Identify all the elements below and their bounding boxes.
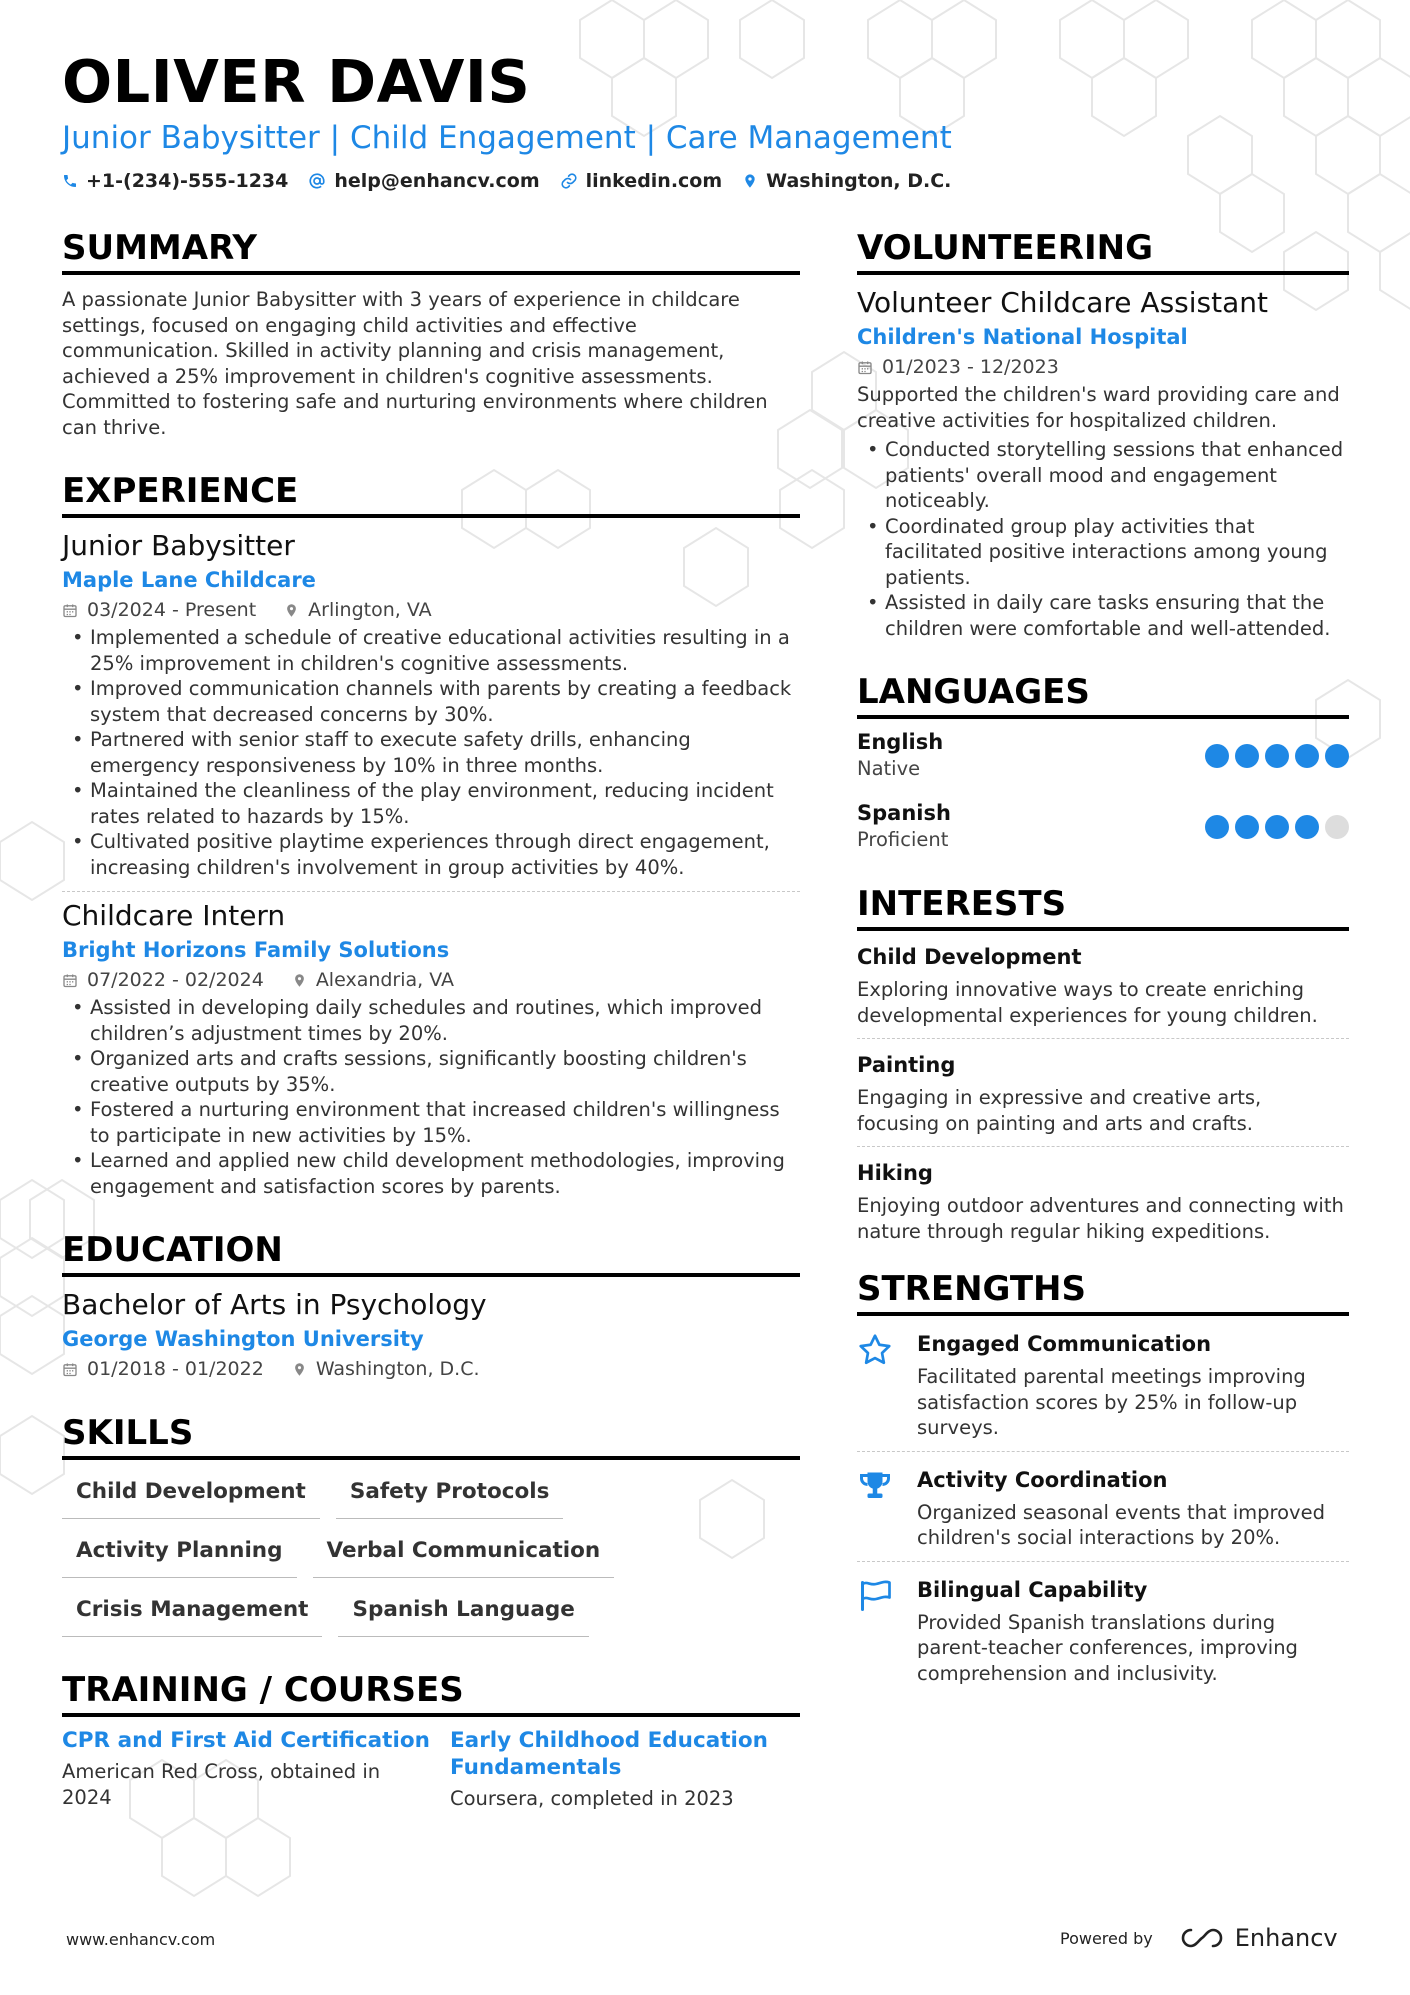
at-sign-icon bbox=[308, 172, 326, 190]
rating-dot-filled bbox=[1295, 744, 1319, 768]
location-text: Washington, D.C. bbox=[766, 170, 952, 192]
contact-linkedin[interactable] bbox=[560, 170, 723, 192]
star-icon bbox=[857, 1332, 893, 1368]
strength-icon-wrap bbox=[857, 1466, 917, 1551]
job-location bbox=[284, 597, 431, 623]
strength-name: Bilingual Capability bbox=[917, 1577, 1148, 1602]
strength-item bbox=[857, 1316, 1349, 1441]
map-pin-icon bbox=[742, 172, 758, 190]
skill-tag: Activity Planning bbox=[62, 1527, 297, 1578]
skills-section bbox=[62, 1410, 800, 1645]
bullet-item: • Organized arts and crafts sessions, significantly boosting children's creative outputs by 35%. bbox=[62, 1046, 800, 1097]
phone-icon bbox=[62, 173, 78, 189]
rating-dot-filled bbox=[1265, 815, 1289, 839]
interest-desc: Enjoying outdoor adventures and connecting with nature through regular hiking expeditions. bbox=[857, 1194, 1344, 1243]
phone-text: +1-(234)-555-1234 bbox=[86, 170, 289, 192]
interest-name: Hiking bbox=[857, 1161, 933, 1185]
training-item bbox=[62, 1727, 450, 1812]
map-pin-icon bbox=[292, 972, 307, 989]
footer-branding bbox=[1060, 1924, 1338, 1952]
bullet-item: • Conducted storytelling sessions that enhanced patients' overall mood and engagement noticeably. bbox=[857, 437, 1349, 514]
training-heading: TRAINING / COURSES bbox=[62, 1667, 800, 1717]
summary-section bbox=[62, 225, 800, 440]
strength-desc: Provided Spanish translations during parent-teacher conferences, improving comprehension and inclusivity. bbox=[917, 1610, 1298, 1685]
job-dates bbox=[62, 967, 264, 993]
summary-heading: SUMMARY bbox=[62, 225, 800, 275]
summary-text: A passionate Junior Babysitter with 3 years of experience in childcare settings, focused on engaging child activities and effective communication. Skilled in activity planning and crisis management, achieved a 25% improvement in children's cognitive assessments. Committed to fostering safe and nurturing environments where children can thrive. bbox=[62, 288, 768, 439]
bullet-item: • Maintained the cleanliness of the play environment, reducing incident rates related to hazards by 15%. bbox=[62, 778, 800, 829]
skill-tag: Verbal Communication bbox=[313, 1527, 615, 1578]
skills-heading: SKILLS bbox=[62, 1410, 800, 1460]
strength-icon-wrap bbox=[857, 1330, 917, 1441]
job-meta bbox=[62, 597, 800, 623]
job-meta bbox=[62, 967, 800, 993]
job-title: Junior Babysitter bbox=[62, 529, 295, 562]
email-text: help@enhancv.com bbox=[334, 170, 540, 192]
language-info bbox=[857, 729, 943, 782]
company-name: Maple Lane Childcare bbox=[62, 568, 316, 592]
job-bullets bbox=[62, 995, 800, 1199]
bullet-item: • Assisted in developing daily schedules and routines, which improved children’s adjustment times by 20%. bbox=[62, 995, 800, 1046]
calendar-icon bbox=[62, 1361, 78, 1378]
strength-icon-wrap bbox=[857, 1576, 917, 1687]
job-entry bbox=[62, 898, 800, 1199]
strength-body bbox=[917, 1330, 1349, 1441]
job-dates-text: 03/2024 - Present bbox=[87, 599, 257, 621]
interest-desc: Exploring innovative ways to create enriching developmental experiences for young children. bbox=[857, 978, 1318, 1027]
school-name: George Washington University bbox=[62, 1327, 424, 1351]
training-item bbox=[450, 1727, 800, 1812]
powered-by-text: Powered by bbox=[1060, 1928, 1153, 1948]
interest-name: Child Development bbox=[857, 945, 1082, 969]
contact-phone[interactable] bbox=[62, 170, 288, 192]
education-heading: EDUCATION bbox=[62, 1227, 800, 1277]
job-title: Childcare Intern bbox=[62, 899, 286, 932]
trophy-icon bbox=[857, 1468, 893, 1504]
education-section bbox=[62, 1227, 800, 1382]
volunteer-meta bbox=[857, 354, 1349, 380]
interests-section bbox=[857, 881, 1349, 1244]
rating-dot-filled bbox=[1325, 744, 1349, 768]
education-meta bbox=[62, 1356, 800, 1382]
enhancv-logo-icon bbox=[1179, 1926, 1225, 1950]
volunteering-section bbox=[857, 225, 1349, 641]
interest-item bbox=[857, 1039, 1349, 1136]
training-list bbox=[62, 1727, 800, 1812]
interest-item bbox=[857, 931, 1349, 1028]
degree-title: Bachelor of Arts in Psychology bbox=[62, 1288, 487, 1321]
entry-divider bbox=[62, 891, 800, 892]
interest-item bbox=[857, 1147, 1349, 1244]
training-name: Early Childhood Education Fundamentals bbox=[450, 1728, 768, 1780]
strengths-section bbox=[857, 1266, 1349, 1686]
calendar-icon bbox=[62, 602, 78, 619]
job-bullets bbox=[62, 625, 800, 880]
interest-name: Painting bbox=[857, 1053, 956, 1077]
bullet-item: • Improved communication channels with parents by creating a feedback system that decreased concerns by 30%. bbox=[62, 676, 800, 727]
volunteer-description: Supported the children's ward providing care and creative activities for hospitalized children. bbox=[857, 383, 1340, 432]
bullet-item: • Learned and applied new child development methodologies, improving engagement and satisfaction scores by parents. bbox=[62, 1148, 800, 1199]
experience-section bbox=[62, 468, 800, 1199]
language-rating bbox=[1199, 744, 1349, 768]
volunteer-dates-text: 01/2023 - 12/2023 bbox=[882, 356, 1059, 378]
left-column bbox=[62, 225, 800, 1840]
map-pin-icon bbox=[292, 1361, 307, 1378]
rating-dot-filled bbox=[1235, 744, 1259, 768]
right-column bbox=[857, 225, 1349, 1714]
language-name: Spanish bbox=[857, 801, 951, 825]
interest-desc: Engaging in expressive and creative arts, focusing on painting and arts and crafts. bbox=[857, 1086, 1262, 1135]
education-dates bbox=[62, 1356, 264, 1382]
languages-section bbox=[857, 669, 1349, 861]
job-location-text: Arlington, VA bbox=[308, 599, 432, 621]
education-location bbox=[292, 1356, 480, 1382]
strength-desc: Organized seasonal events that improved children's social interactions by 20%. bbox=[917, 1500, 1325, 1549]
bullet-item: • Assisted in daily care tasks ensuring that the children were comfortable and well-attended. bbox=[857, 590, 1349, 641]
strength-desc: Facilitated parental meetings improving satisfaction scores by 25% in follow-up surveys. bbox=[917, 1365, 1306, 1439]
brand-logo[interactable] bbox=[1179, 1924, 1338, 1952]
rating-dot-empty bbox=[1325, 815, 1349, 839]
volunteer-role: Volunteer Childcare Assistant bbox=[857, 286, 1268, 319]
language-info bbox=[857, 800, 951, 853]
bullet-item: • Coordinated group play activities that facilitated positive interactions among young patients. bbox=[857, 514, 1349, 591]
training-desc: Coursera, completed in 2023 bbox=[450, 1787, 734, 1810]
flag-icon bbox=[857, 1578, 895, 1614]
strength-body bbox=[917, 1576, 1349, 1687]
language-rating bbox=[1199, 815, 1349, 839]
education-location-text: Washington, D.C. bbox=[315, 1358, 480, 1380]
language-item bbox=[857, 790, 1349, 861]
language-name: English bbox=[857, 730, 944, 754]
interests-heading: INTERESTS bbox=[857, 881, 1349, 931]
education-dates-text: 01/2018 - 01/2022 bbox=[87, 1358, 264, 1380]
candidate-headline: Junior Babysitter | Child Engagement | Care Management bbox=[62, 120, 952, 156]
volunteer-org: Children's National Hospital bbox=[857, 325, 1188, 349]
skill-tag: Child Development bbox=[62, 1468, 320, 1519]
rating-dot-filled bbox=[1265, 744, 1289, 768]
training-desc: American Red Cross, obtained in 2024 bbox=[62, 1760, 381, 1809]
bullet-item: • Implemented a schedule of creative educational activities resulting in a 25% improvement in children's cognitive assessments. bbox=[62, 625, 800, 676]
skill-tag: Crisis Management bbox=[62, 1586, 322, 1637]
link-icon bbox=[560, 172, 578, 190]
volunteer-dates bbox=[857, 354, 1059, 380]
strength-name: Activity Coordination bbox=[917, 1467, 1168, 1492]
strength-item bbox=[857, 1562, 1349, 1687]
contact-location bbox=[742, 170, 951, 192]
volunteering-heading: VOLUNTEERING bbox=[857, 225, 1349, 275]
skill-tag: Spanish Language bbox=[338, 1586, 588, 1637]
job-dates-text: 07/2022 - 02/2024 bbox=[87, 969, 264, 991]
footer-website[interactable]: www.enhancv.com bbox=[66, 1930, 216, 1949]
contact-email[interactable] bbox=[308, 170, 539, 192]
languages-heading: LANGUAGES bbox=[857, 669, 1349, 719]
skill-tag: Safety Protocols bbox=[336, 1468, 564, 1519]
rating-dot-filled bbox=[1295, 815, 1319, 839]
experience-heading: EXPERIENCE bbox=[62, 468, 800, 518]
candidate-name: OLIVER DAVIS bbox=[62, 47, 531, 116]
brand-name: Enhancv bbox=[1234, 1924, 1338, 1952]
skills-list bbox=[62, 1468, 800, 1645]
company-name: Bright Horizons Family Solutions bbox=[62, 938, 450, 962]
strength-body bbox=[917, 1466, 1349, 1551]
volunteer-bullets bbox=[857, 437, 1349, 641]
language-item bbox=[857, 719, 1349, 790]
language-level: Proficient bbox=[857, 828, 949, 851]
language-level: Native bbox=[857, 757, 921, 780]
job-location-text: Alexandria, VA bbox=[315, 969, 455, 991]
training-section bbox=[62, 1667, 800, 1812]
contact-bar bbox=[62, 170, 971, 192]
rating-dot-filled bbox=[1235, 815, 1259, 839]
calendar-icon bbox=[62, 972, 78, 989]
job-entry bbox=[62, 528, 800, 880]
bullet-item: • Partnered with senior staff to execute safety drills, enhancing emergency responsiveness by 10% in three months. bbox=[62, 727, 800, 778]
bullet-item: • Cultivated positive playtime experiences through direct engagement, increasing children's involvement in group activities by 40%. bbox=[62, 829, 800, 880]
bullet-item: • Fostered a nurturing environment that increased children's willingness to participate in new activities by 15%. bbox=[62, 1097, 800, 1148]
linkedin-text: linkedin.com bbox=[585, 170, 723, 192]
strength-item bbox=[857, 1452, 1349, 1551]
calendar-icon bbox=[857, 359, 873, 376]
job-dates bbox=[62, 597, 256, 623]
job-location bbox=[292, 967, 454, 993]
strength-name: Engaged Communication bbox=[917, 1332, 1212, 1356]
rating-dot-filled bbox=[1205, 744, 1229, 768]
training-name: CPR and First Aid Certification bbox=[62, 1728, 430, 1753]
map-pin-icon bbox=[284, 602, 299, 619]
strengths-heading: STRENGTHS bbox=[857, 1266, 1349, 1316]
rating-dot-filled bbox=[1205, 815, 1229, 839]
